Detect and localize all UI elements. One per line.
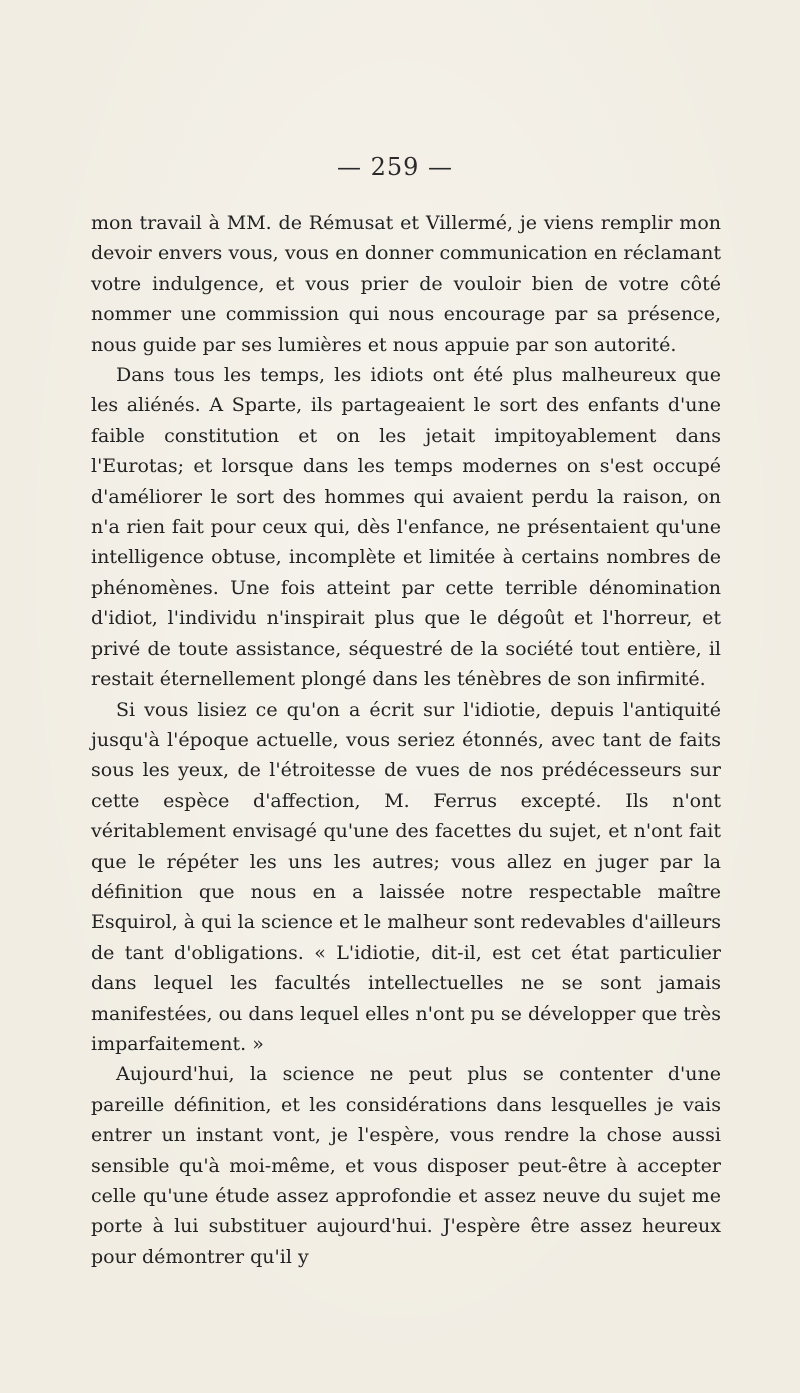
paragraph-4: Aujourd'hui, la science ne peut plus se contenter d'une pareille définition, et les considérations dans lesquelles je vais entrer un instant vont, je l'espère, vous rendre la chose aussi sensible qu'à moi-même, et vous disposer peut-être à accepter celle qu'une étude assez approfondie et assez neuve du sujet me porte à lui substituer aujourd'hui. J'espère être assez heureux pour démontrer qu'il y: [91, 1063, 721, 1268]
page-body: [91, 208, 721, 1272]
paragraph-1: mon travail à MM. de Rémusat et Villermé, je viens remplir mon devoir envers vous, vous en donner communication en réclamant votre indulgence, et vous prier de vouloir bien de votre côté nommer une commission qui nous encourage par sa présence, nous guide par ses lumières et nous appuie par son autorité.: [91, 212, 721, 356]
paragraph-2: Dans tous les temps, les idiots ont été plus malheureux que les aliénés. A Sparte, ils partageaient le sort des enfants d'une faible constitution et on les jetait impitoyablement dans l'Eurotas; et lorsque dans les temps modernes on s'est occupé d'améliorer le sort des hommes qui avaient perdu la raison, on n'a rien fait pour ceux qui, dès l'enfance, ne présentaient qu'une intelligence obtuse, incomplète et limitée à certains nombres de phénomènes. Une fois atteint par cette terrible dénomination d'idiot, l'individu n'inspirait plus que le dégoût et l'horreur, et privé de toute assistance, séquestré de la société tout entière, il restait éternellement plongé dans les ténèbres de son infirmité.: [91, 364, 721, 691]
page-number: — 259 —: [336, 153, 454, 181]
paragraph-3: Si vous lisiez ce qu'on a écrit sur l'idiotie, depuis l'antiquité jusqu'à l'époque actuelle, vous seriez étonnés, avec tant de faits sous les yeux, de l'étroitesse de vues de nos prédécesseurs sur cette espèce d'affection, M. Ferrus excepté. Ils n'ont véritablement envisagé qu'une des facettes du sujet, et n'ont fait que le répéter les uns les autres; vous allez en juger par la définition que nous en a laissée notre respectable maître Esquirol, à qui la science et le malheur sont redevables d'ailleurs de tant d'obligations. « L'idiotie, dit-il, est cet état particulier dans lequel les facultés intellectuelles ne se sont jamais manifestées, ou dans lequel elles n'ont pu se développer que très imparfaitement. »: [91, 698, 721, 1055]
